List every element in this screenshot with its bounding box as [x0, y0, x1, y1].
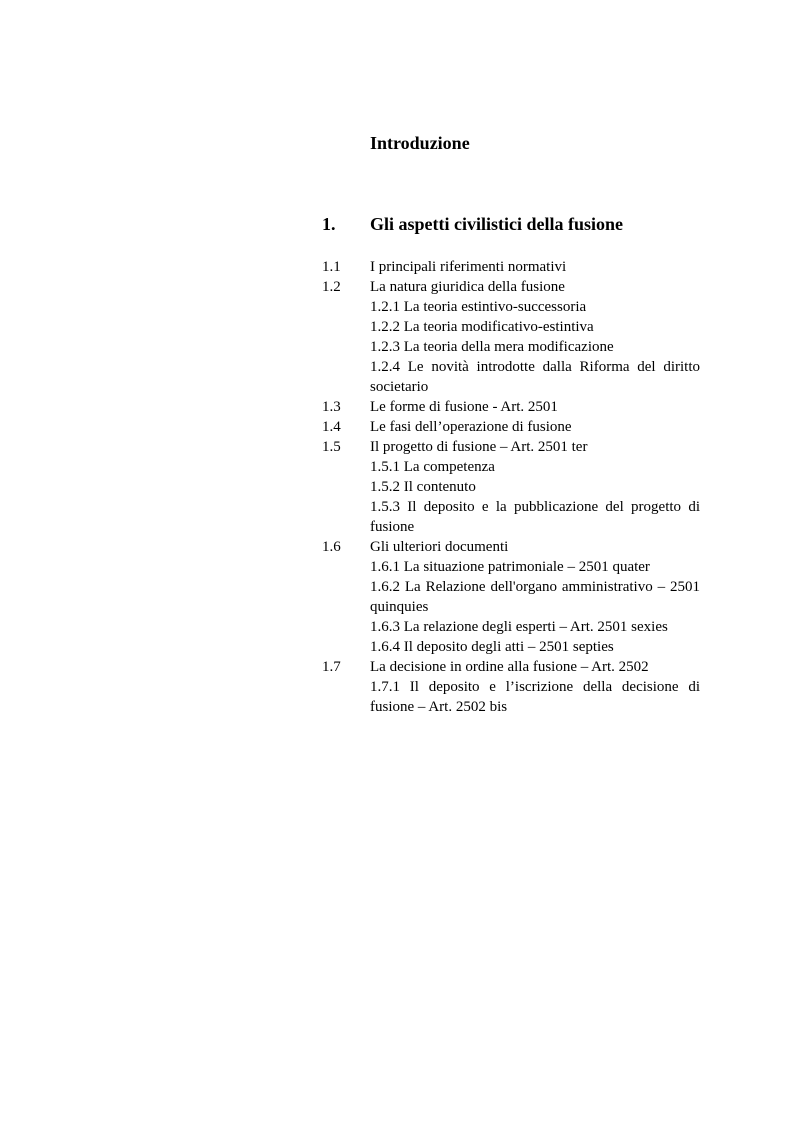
chapter-title: Gli aspetti civilistici della fusione	[370, 214, 623, 234]
toc-entry	[322, 437, 700, 457]
toc-subentry	[322, 617, 700, 637]
toc-subentry	[322, 497, 700, 537]
toc-entry-text: 1.5.2 Il contenuto	[370, 479, 476, 495]
toc-subentry	[322, 577, 700, 617]
introduction-heading: Introduzione	[370, 133, 470, 153]
toc-subentry	[322, 297, 700, 317]
toc-subentry	[322, 317, 700, 337]
toc-entry-text: 1.7.1 Il deposito e l’iscrizione della decisione di fusione – Art. 2502 bis	[370, 679, 700, 715]
toc-entry-text: 1.6.2 La Relazione dell'organo amministrativo – 2501 quinquies	[370, 579, 700, 615]
toc-entry	[322, 257, 700, 277]
toc-entry-text: 1.2.1 La teoria estintivo-successoria	[370, 299, 587, 315]
toc-entry	[322, 397, 700, 417]
toc-entry-number: 1.7	[322, 659, 341, 675]
toc-entry	[322, 277, 700, 297]
toc-subentry	[322, 557, 700, 577]
toc-subentry	[322, 457, 700, 477]
toc-subentry	[322, 357, 700, 397]
toc-entry-number: 1.4	[322, 419, 341, 435]
toc-entry	[322, 537, 700, 557]
toc-entry-text: 1.5.1 La competenza	[370, 459, 495, 475]
toc-entry-text: La natura giuridica della fusione	[370, 279, 565, 295]
toc-entry-text: La decisione in ordine alla fusione – Art. 2502	[370, 659, 649, 675]
toc-entry-text: 1.6.3 La relazione degli esperti – Art. 2501 sexies	[370, 619, 668, 635]
toc-subentry	[322, 677, 700, 717]
toc-entry-text: 1.2.3 La teoria della mera modificazione	[370, 339, 614, 355]
toc-entry-text: 1.2.2 La teoria modificativo-estintiva	[370, 319, 594, 335]
toc-entry-text: Il progetto di fusione – Art. 2501 ter	[370, 439, 588, 455]
toc-entry-text: Gli ulteriori documenti	[370, 539, 509, 555]
toc-subentry	[322, 637, 700, 657]
toc-entry-number: 1.6	[322, 539, 341, 555]
toc-entry-text: 1.5.3 Il deposito e la pubblicazione del progetto di fusione	[370, 499, 700, 535]
chapter-number: 1.	[322, 214, 336, 234]
toc-entry-number: 1.5	[322, 439, 341, 455]
toc-entry	[322, 657, 700, 677]
toc-subentry	[322, 337, 700, 357]
toc-entry-text: I principali riferimenti normativi	[370, 259, 567, 275]
toc-entry-text: Le fasi dell’operazione di fusione	[370, 419, 572, 435]
toc-entry-number: 1.1	[322, 259, 341, 275]
toc-entry-text: 1.2.4 Le novità introdotte dalla Riforma del diritto societario	[370, 359, 700, 395]
toc-subentry	[322, 477, 700, 497]
toc-entry-text: 1.6.1 La situazione patrimoniale – 2501 quater	[370, 559, 650, 575]
toc-entry	[322, 417, 700, 437]
toc-entry-text: Le forme di fusione - Art. 2501	[370, 399, 558, 415]
toc-entry-text: 1.6.4 Il deposito degli atti – 2501 septies	[370, 639, 614, 655]
toc-entry-number: 1.2	[322, 279, 341, 295]
table-of-contents	[322, 257, 700, 717]
toc-entry-number: 1.3	[322, 399, 341, 415]
